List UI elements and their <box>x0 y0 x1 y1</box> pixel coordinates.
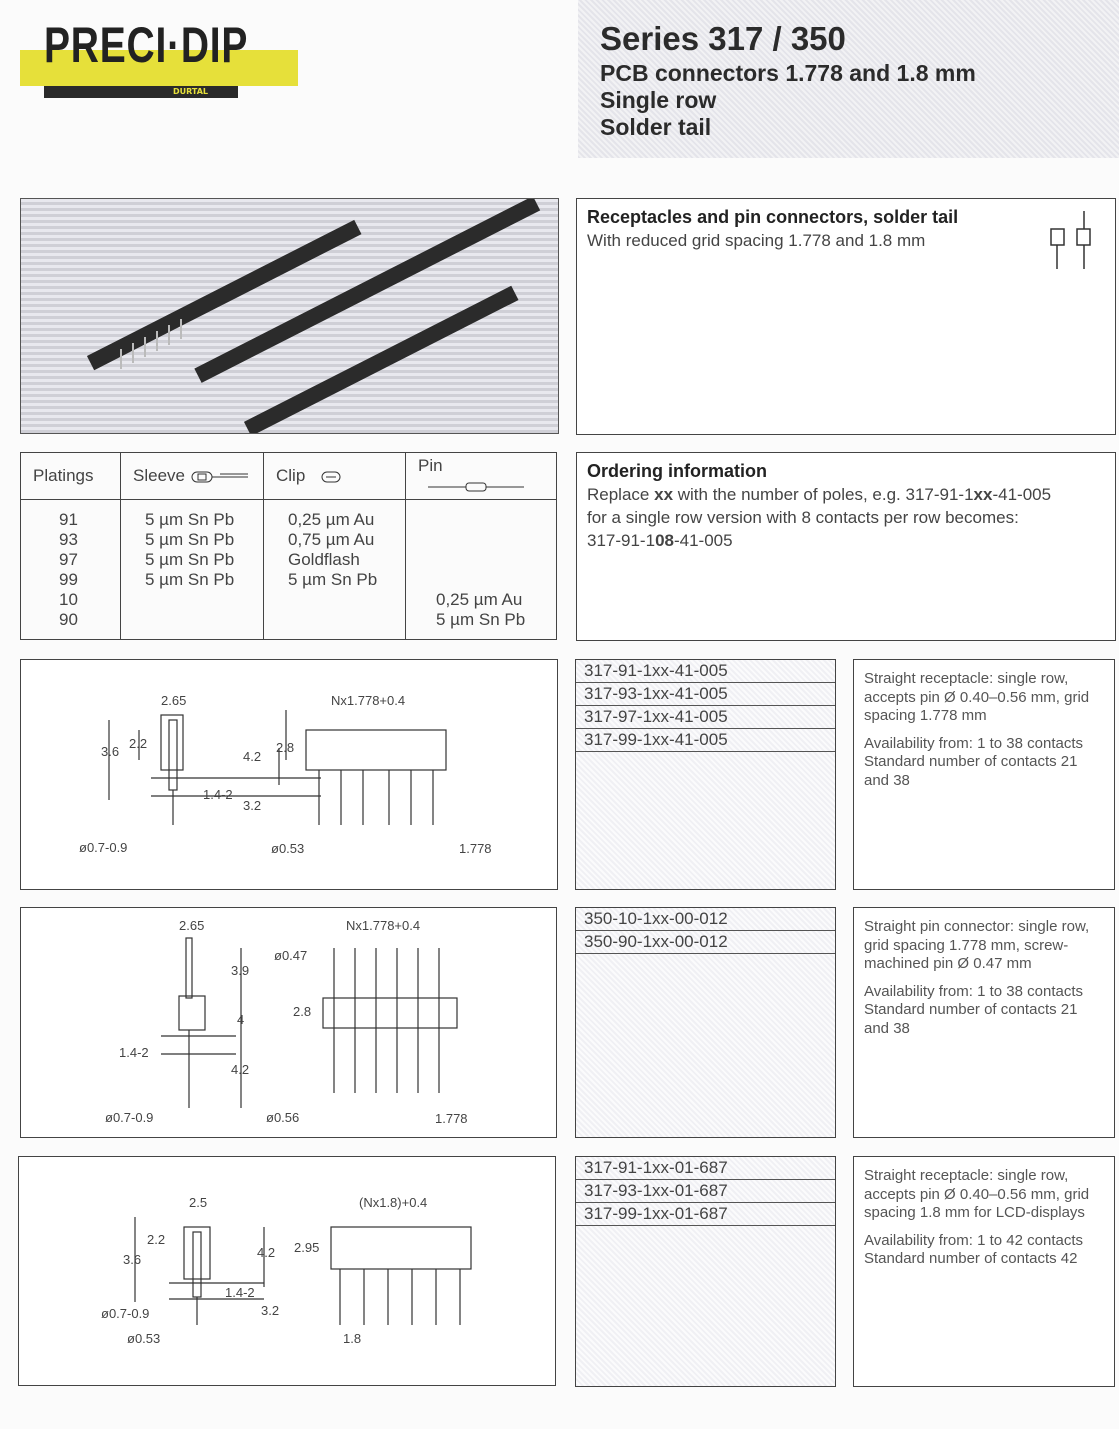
brand-logo: PRECI·DIP <box>44 17 249 73</box>
description-2: Straight pin connector: single row, grid spacing 1.778 mm, screw-machined pin Ø 0.47 mm Availability from: 1 to 38 contacts Standard number of contacts 21 and 38 <box>853 907 1115 1138</box>
page-title: Series 317 / 350 <box>600 20 846 57</box>
subtitle-line-2: Single row <box>600 87 717 113</box>
dim-d: 1.4-2 <box>203 787 233 802</box>
dim-width: 2.65 <box>161 693 187 708</box>
drawing-receptacle-1778 <box>20 659 558 890</box>
ordering-text: Replace xx with the number of poles, e.g. 317-91-1xx-41-005 for a single row version with 8 contacts per row becomes: 317-91-108-41-005 <box>587 485 1052 550</box>
drawing-pin-connector-1778 <box>20 907 557 1138</box>
dim-k: ø0.47 <box>274 948 308 963</box>
connector-icon <box>1047 209 1097 274</box>
receptacles-text: With reduced grid spacing 1.778 and 1.8 mm <box>587 231 926 250</box>
dim-e: 3.2 <box>243 798 262 813</box>
product-photo <box>20 198 559 434</box>
dim-d: 1.4-2 <box>225 1285 255 1300</box>
platings-codes: 91 93 97 99 10 90 <box>21 500 121 640</box>
description-3: Straight receptacle: single row, accepts pin Ø 0.40–0.56 mm, grid spacing 1.8 mm for LCD-displays Availability from: 1 to 42 contacts Standard number of contacts 42 <box>853 1156 1115 1387</box>
dim-j: 1.8 <box>343 1331 362 1346</box>
receptacles-panel <box>576 198 1116 435</box>
ordering-panel <box>576 452 1116 641</box>
platings-table <box>20 452 557 640</box>
part-number: 317-97-1xx-41-005 <box>576 706 835 729</box>
dim-e: 3.2 <box>261 1303 280 1318</box>
dim-g: 2.8 <box>293 1004 312 1019</box>
dim-c: 4.2 <box>231 1062 250 1077</box>
dim-h: (Nx1.8)+0.4 <box>359 1195 428 1210</box>
dim-f: ø0.7-0.9 <box>105 1110 154 1125</box>
part-number: 350-10-1xx-00-012 <box>576 908 835 931</box>
subtitle-line-1: PCB connectors 1.778 and 1.8 mm <box>600 60 976 86</box>
clip-values: 0,25 µm Au 0,75 µm Au Goldflash 5 µm Sn Pb <box>264 500 406 640</box>
header-clip: Clip <box>264 453 406 500</box>
sleeve-values: 5 µm Sn Pb 5 µm Sn Pb 5 µm Sn Pb 5 µm Sn Pb <box>121 500 264 640</box>
dim-i: ø0.56 <box>266 1110 300 1125</box>
part-numbers-1 <box>575 659 836 890</box>
header-platings: Platings <box>21 453 121 500</box>
header-pin: Pin <box>406 453 557 500</box>
clip-icon <box>318 470 348 484</box>
dim-h: Nx1.778+0.4 <box>331 693 406 708</box>
brand-sub: DURTAL <box>44 86 238 98</box>
dim-d: 1.4-2 <box>119 1045 149 1060</box>
part-number: 350-90-1xx-00-012 <box>576 931 835 954</box>
dim-g: 2.95 <box>294 1240 320 1255</box>
dim-a: 2.2 <box>129 736 148 751</box>
dim-a: 2.2 <box>147 1232 166 1247</box>
part-number: 317-99-1xx-41-005 <box>576 729 835 752</box>
part-number: 317-91-1xx-01-687 <box>576 1157 835 1180</box>
part-numbers-3 <box>575 1156 836 1387</box>
sleeve-icon <box>190 470 250 484</box>
dim-width: 2.5 <box>189 1195 208 1210</box>
dim-c: 4.2 <box>257 1245 276 1260</box>
dim-c: 4.2 <box>243 749 262 764</box>
dim-i: ø0.53 <box>127 1331 161 1346</box>
pin-values: 0,25 µm Au 5 µm Sn Pb <box>406 500 557 640</box>
dim-width: 2.65 <box>179 918 205 933</box>
part-number: 317-93-1xx-01-687 <box>576 1180 835 1203</box>
part-numbers-2 <box>575 907 836 1138</box>
dim-a: 3.9 <box>231 963 250 978</box>
dim-i: ø0.53 <box>271 841 305 856</box>
dim-j: 1.778 <box>435 1111 468 1126</box>
dim-g: 2.8 <box>276 740 295 755</box>
description-1: Straight receptacle: single row, accepts pin Ø 0.40–0.56 mm, grid spacing 1.778 mm Availability from: 1 to 38 contacts Standard number of contacts 21 and 38 <box>853 659 1115 890</box>
header-sleeve: Sleeve <box>121 453 264 500</box>
dim-b: 4 <box>237 1012 245 1027</box>
part-number: 317-99-1xx-01-687 <box>576 1203 835 1226</box>
subtitle-line-3: Solder tail <box>600 114 712 140</box>
pin-icon <box>426 480 526 494</box>
dim-f: ø0.7-0.9 <box>101 1306 150 1321</box>
ordering-title: Ordering information <box>587 461 767 481</box>
dim-b: 3.6 <box>101 744 120 759</box>
dim-j: 1.778 <box>459 841 492 856</box>
dim-h: Nx1.778+0.4 <box>346 918 421 933</box>
receptacles-title: Receptacles and pin connectors, solder tail <box>587 207 959 227</box>
part-number: 317-93-1xx-41-005 <box>576 683 835 706</box>
dim-f: ø0.7-0.9 <box>79 840 128 855</box>
part-number: 317-91-1xx-41-005 <box>576 660 835 683</box>
drawing-receptacle-18 <box>18 1156 556 1386</box>
dim-b: 3.6 <box>123 1252 142 1267</box>
